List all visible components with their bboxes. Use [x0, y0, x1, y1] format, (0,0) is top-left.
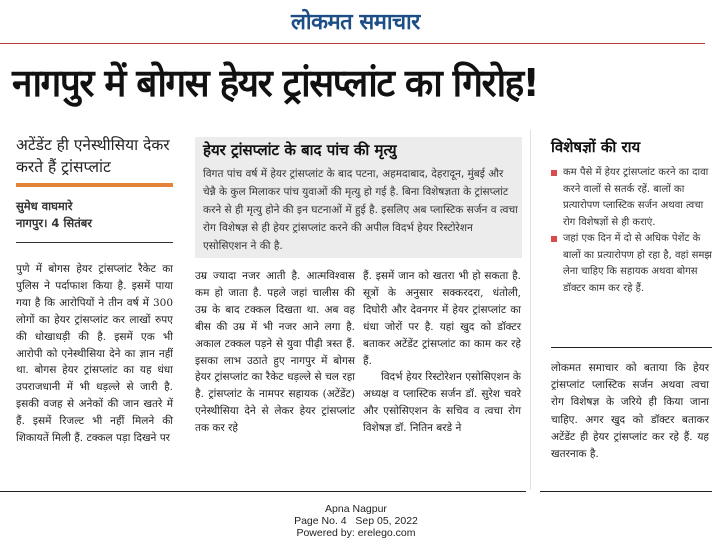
infobox-title: हेयर ट्रांसप्लांट के बाद पांच की मृत्यु	[203, 141, 397, 159]
footer-edition: Apna Nagpur	[325, 503, 387, 515]
article-column-3-para-1: हैं. इसमें जान को खतरा भी हो सकता है. सूत्रों के अनुसार सक्करदरा, धंतोली, दिघोरी और देवनगर में हेयर ट्रांसप्लांट का धंधा जोरों पर है. यहां खुद को डॉक्टर बताकर अटेंडेंट ट्रांसप्लांट का काम कर रहे हैं.	[363, 270, 521, 367]
footer-date: Sep 05, 2022	[355, 515, 418, 527]
experts-list-item	[551, 165, 712, 231]
article-column-1: पुणे में बोगस हेयर ट्रांसप्लांट रैकेट का पुलिस ने पर्दाफाश किया है. इसमें पाया गया है कि आरोपियों ने तीन वर्ष में 300 लोगों का हेयर ट्रांसप्लांट कर लाखों रुपए की धोखाधड़ी की है. इसमें एक भी आरोपी को एनेस्थीसिया देने का ज्ञान नहीं था. बोगस हेयर ट्रांसप्लांट का यह धंधा उपराजधानी में भी धड़ल्ले से जारी है. इसकी वजह से अनेकों की जान खतरे में हैं. इसमें रिजल्ट भी नहीं मिलने की शिकायतें मिली हैं. टक्कल पड़ा दिखने पर	[16, 263, 173, 445]
column-separator	[530, 130, 531, 490]
page-footer	[0, 503, 712, 539]
subheadline: अटेंडेंट ही एनेस्थीसिया देकर करते हैं ट्रांसप्लांट	[16, 136, 170, 176]
footer-page: Page No. 4	[294, 515, 347, 527]
article-bottom-rule	[0, 491, 526, 492]
byline-dateline: नागपुर। 4 सितंबर	[16, 216, 93, 230]
article-column-2: उम्र ज्यादा नजर आती है. आत्मविश्वास कम हो जाता है. पहले जहां चालीस की उम्र के बाद टक्कल दिखता था. अब वह बीस की उम्र में भी नजर आने लगा है. अकाल टक्कल पड़ने से युवा पीढ़ी त्रस्त हैं. इसका लाभ उठाते हुए नागपुर में बोगस हेयर ट्रांसप्लांट का रैकेट धड़ल्ले से चल रहा है. ट्रांसप्लांट के नामपर सहायक (अटेंडेंट) एनेस्थीसिया देने से लेकर हेयर ट्रांसप्लांट तक कर रहे	[195, 270, 355, 435]
experts-list-item	[551, 231, 712, 297]
experts-list	[551, 165, 712, 297]
experts-divider	[551, 347, 712, 348]
newspaper-logo: लोकमत समाचार	[291, 10, 420, 35]
article-column-3	[363, 268, 521, 437]
subhead-accent-bar	[16, 183, 173, 187]
infobox	[195, 137, 522, 258]
square-bullet-icon	[551, 236, 557, 242]
headline: नागपुर में बोगस हेयर ट्रांसप्लांट का गिरोह!	[12, 61, 539, 105]
footer-powered-by: Powered by: erelego.com	[296, 527, 416, 539]
experts-item-text: कम पैसे में हेयर ट्रांसप्लांट करने का दावा करने वालों से सतर्क रहें. बालों का प्रत्यारोपण प्लास्टिक सर्जन अथवा त्वचा रोग विशेषज्ञों से ही कराएं.	[563, 167, 709, 228]
byline-divider	[16, 242, 173, 243]
masthead-divider	[0, 43, 705, 44]
byline-author: सुमेध वाघमारे	[16, 199, 73, 213]
experts-title: विशेषज्ञों की राय	[551, 138, 641, 156]
article-column-3-para-2: विदर्भ हेयर रिस्टोरेशन एसोसिएशन के अध्यक्ष व प्लास्टिक सर्जन डॉ. सुरेश चवरे और एसोसिएशन के सचिव व त्वचा रोग विशेषज्ञ डॉ. नितिन बरडे ने	[363, 371, 521, 435]
square-bullet-icon	[551, 170, 557, 176]
article-column-4: लोकमत समाचार को बताया कि हेयर ट्रांसप्लांट प्लास्टिक सर्जन अथवा त्वचा रोग विशेषज्ञ के जरिये ही किया जाना चाहिए. अगर खुद को डॉक्टर बताकर अटेंडेंट ही हेयर ट्रांसप्लांट कर रहे हैं. यह खतरनाक है.	[551, 362, 709, 461]
byline	[16, 198, 176, 232]
experts-item-text: जहां एक दिन में दो से अधिक पेशेंट के बालों का प्रत्यारोपण हो रहा है, वहां समझ लेना चाहिए कि सहायक अथवा बोगस डॉक्टर काम कर रहे हैं.	[563, 233, 712, 294]
masthead	[0, 0, 712, 44]
footer-page-date	[0, 515, 712, 527]
infobox-body: विगत पांच वर्ष में हेयर ट्रांसप्लांट के बाद पटना, अहमदाबाद, देहरादून, मुंबई और चेन्नै के कुल मिलाकर पांच युवाओं की मृत्यु हो गई है. बिना विशेषज्ञता के ट्रांसप्लांट करने से ही मृत्यु होने की इन घटनाओं में हुई है. इसलिए अब प्लास्टिक सर्जन व त्वचा रोग विशेषज्ञ से ही हेयर ट्रांसप्लांट करने की अपील विदर्भ हेयर रिस्टोरेशन एसोसिएशन ने की है.	[203, 168, 518, 252]
column-4-bottom-rule	[540, 491, 712, 492]
